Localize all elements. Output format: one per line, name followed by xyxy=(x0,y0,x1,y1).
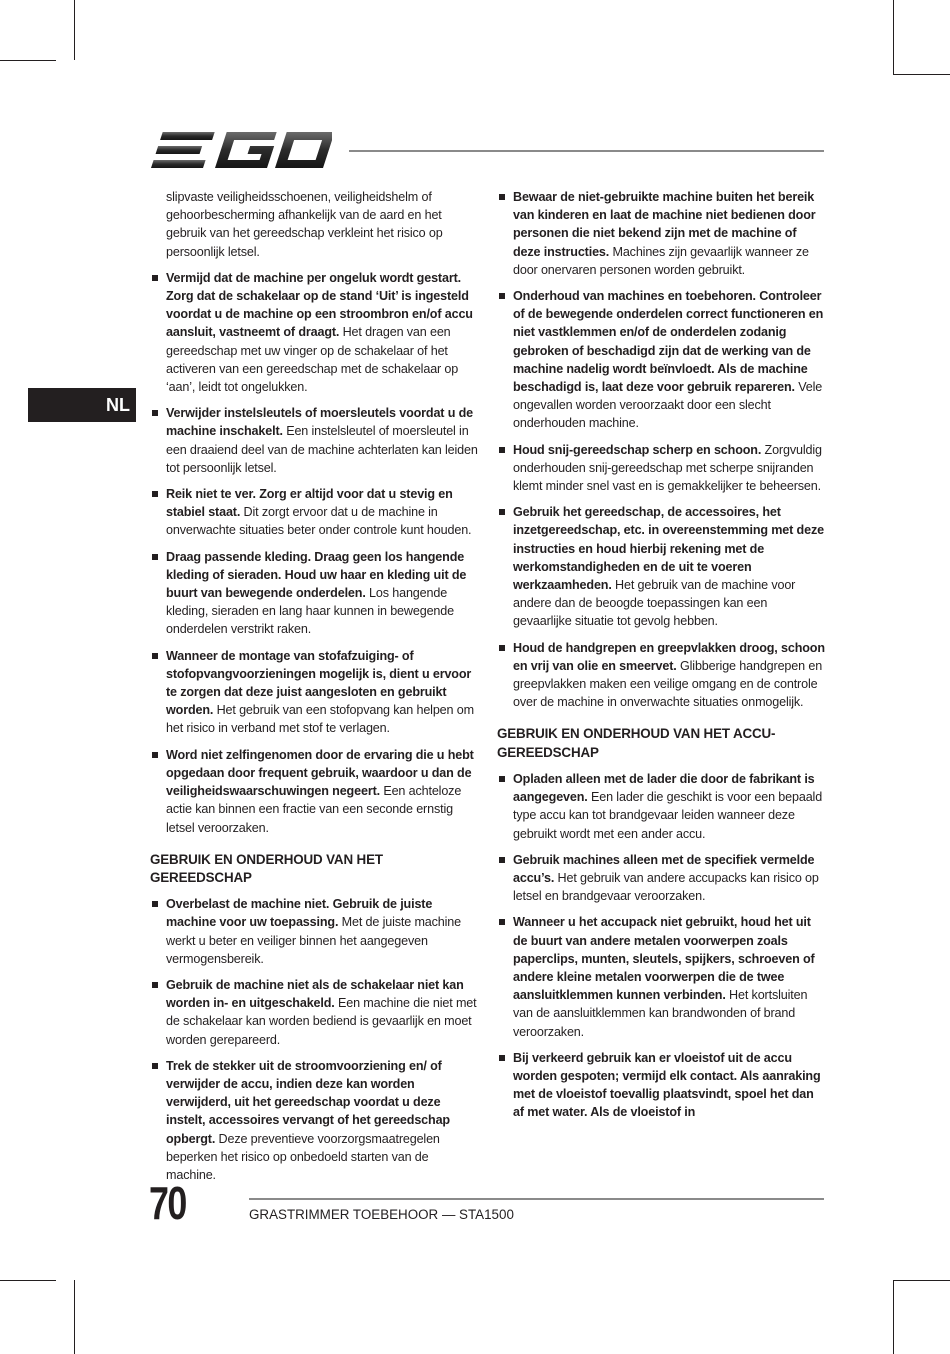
list-item xyxy=(497,441,827,496)
list-item xyxy=(150,895,478,968)
item-text: Het gebruik van andere accupacks kan risico op letsel en brandgevaar veroorzaken. xyxy=(513,870,819,904)
item-bold: Wanneer de montage van stofafzuiging- of stofopvangvoorzieningen mogelijk is, dient u ervoor te zorgen dat deze juist aangesloten en gebruikt worden. xyxy=(166,648,472,718)
item-bold: Draag passende kleding. Draag geen los hangende kleding of sieraden. Houd uw haar en kleding uit de buurt van bewegende onderdelen. xyxy=(166,549,467,601)
header-rule xyxy=(349,150,824,152)
item-text: Het dragen van een gereedschap met uw vinger op de schakelaar of het activeren van een gereedschap met de schakelaar op ‘aan’, leidt tot ongelukken. xyxy=(166,325,459,395)
footer-rule xyxy=(249,1198,824,1200)
item-text: Dit zorgt ervoor dat u de machine in onverwachte situaties beter onder controle kunt houden. xyxy=(166,505,472,538)
list-item xyxy=(497,287,827,433)
item-text: Glibberige handgrepen en greepvlakken maken een veilige omgang en de controle over de machine in onverwachte situaties onmogelijk. xyxy=(513,658,823,710)
list-item xyxy=(497,770,827,843)
item-bold: Onderhoud van machines en toebehoren. Controleer of de bewegende onderdelen correct functioneren en niet vastklemmen en/of de onderdelen zodanig gebroken of beschadigd zijn dat de werking van de machine nadelig wordt beïnvloedt. Als de machine beschadigd is, laat deze voor gebruik repareren. xyxy=(513,289,824,395)
item-text: Een achteloze actie kan binnen een fractie van een seconde ernstig letsel veroorzaken. xyxy=(166,784,462,835)
item-text: Het kortsluiten van de aansluitklemmen kan brandwonden of brand veroorzaken. xyxy=(513,988,808,1039)
item-bold: Bij verkeerd gebruik kan er vloeistof uit de accu worden gespoten; vermijd elk contact. Als aanraking met de vloeistof toevallig plaatsvindt, spoel het dan af met water. Als de vloeistof in xyxy=(513,1050,821,1120)
item-bold: Verwijder instelsleutels of moersleutels voordat u de machine inschakelt. xyxy=(166,406,473,439)
section-heading: GEBRUIK EN ONDERHOUD VAN HET GEREEDSCHAP xyxy=(150,851,383,885)
item-bold: Gebruik het gereedschap, de accessoires, het inzetgereedschap, etc. in overeenstemming met deze instructies en houd hierbij rekening met de werkomstandigheden en de uit te voeren werkzaamheden. xyxy=(513,505,824,593)
crop-mark xyxy=(893,1280,894,1354)
list-item xyxy=(150,269,478,396)
item-bold: Reik niet te ver. Zorg er altijd voor dat u stevig en stabiel staat. xyxy=(166,487,453,520)
item-bold: Gebruik de machine niet als de schakelaar niet kan worden in- en uitgeschakeld. xyxy=(166,977,464,1011)
crop-mark xyxy=(0,60,56,61)
list-item xyxy=(497,503,827,630)
ego-logo xyxy=(148,128,332,172)
crop-mark xyxy=(893,74,950,75)
right-safety-list xyxy=(497,188,827,711)
item-bold: Overbelast de machine niet. Gebruik de juiste machine voor uw toepassing. xyxy=(166,897,433,930)
item-text: Met de juiste machine werkt u beter en veiliger binnen het aangegeven vermogensbereik. xyxy=(166,915,462,966)
item-text: Zorgvuldig onderhouden snij-gereedschap met scherpe snijranden klemt minder snel vast en is gemakkelijker te beheersen. xyxy=(513,442,822,494)
list-item xyxy=(150,746,478,837)
crop-mark xyxy=(74,0,75,60)
item-text: Deze preventieve voorzorgsmaatregelen beperken het risico op onbedoeld starten van de machine. xyxy=(166,1131,440,1182)
footer-title: GRASTRIMMER TOEBEHOOR — STA1500 xyxy=(249,1207,514,1222)
item-text: Een lader die geschikt is voor een bepaald type accu kan tot brandgevaar leiden wanneer deze gebruikt wordt met een ander accu. xyxy=(513,790,823,841)
intro-continuation: slipvaste veiligheidsschoenen, veiligheidshelm of gehoorbescherming afhankelijk van de aard en het gebruik van het gereedschap verkleint het risico op persoonlijk letsel. xyxy=(166,190,443,259)
list-item xyxy=(497,851,827,906)
item-text: Machines zijn gevaarlijk wanneer ze door onervaren personen worden gebruikt. xyxy=(513,244,809,277)
right-column xyxy=(497,188,827,1130)
item-bold: Opladen alleen met de lader die door de fabrikant is aangegeven. xyxy=(513,771,815,805)
item-text: Vele ongevallen worden veroorzaakt door een slecht onderhouden machine. xyxy=(513,380,823,431)
item-text: Een instelsleutel of moersleutel in een draaiend deel van de machine achterlaten kan leiden tot persoonlijk letsel. xyxy=(166,424,478,475)
crop-mark xyxy=(0,1280,56,1281)
item-bold: Houd de handgrepen en greepvlakken droog, schoon en vrij van olie en smeervet. xyxy=(513,640,825,673)
item-text: Het gebruik van de machine voor andere dan de beoogde toepassingen kan een gevaarlijke situatie tot gevolg hebben. xyxy=(513,578,796,629)
item-bold: Wanneer u het accupack niet gebruikt, houd het uit de buurt van andere metalen voorwerpen zoals paperclips, munten, sleutels, spijkers, schroeven of andere kleine metalen voorwerpen die de twee aansluitklemmen kunnen verbinden. xyxy=(513,915,815,1003)
left-column xyxy=(150,188,478,1192)
list-item xyxy=(150,1057,478,1184)
list-item xyxy=(150,404,478,477)
item-bold: Vermijd dat de machine per ongeluk wordt gestart. Zorg dat de schakelaar op de stand ‘Uit’ is ingesteld voordat u de machine op een stroombron en/of accu aansluit, vastneemt of draagt. xyxy=(166,270,473,340)
battery-tool-list xyxy=(497,770,827,1122)
list-item xyxy=(497,913,827,1040)
crop-mark xyxy=(893,1280,950,1281)
item-text: Het gebruik van een stofopvang kan helpen om het risico in verband met stof te verlagen. xyxy=(166,703,474,736)
crop-mark xyxy=(74,1280,75,1354)
tool-use-list xyxy=(150,895,478,1184)
list-item xyxy=(150,548,478,639)
list-item xyxy=(150,485,478,540)
item-text: Los hangende kleding, sieraden en lang haar kunnen in bewegende onderdelen verstrikt raken. xyxy=(166,586,454,637)
item-text: Een machine die niet met de schakelaar kan worden bediend is gevaarlijk en moet worden gerepareerd. xyxy=(166,996,477,1047)
list-item xyxy=(497,639,827,712)
item-bold: Word niet zelfingenomen door de ervaring die u hebt opgedaan door frequent gebruik, waardoor u dan de veiligheidswaarschuwingen negeert. xyxy=(166,747,474,799)
list-item xyxy=(150,976,478,1049)
list-item xyxy=(497,188,827,279)
item-bold: Bewaar de niet-gebruikte machine buiten het bereik van kinderen en laat de machine niet bedienen door personen die niet bekend zijn met de machine of deze instructies. xyxy=(513,190,816,259)
item-bold: Houd snij-gereedschap scherp en schoon. xyxy=(513,442,762,457)
list-item xyxy=(150,647,478,738)
page-number: 70 xyxy=(149,1177,186,1229)
item-bold: Trek de stekker uit de stroomvoorziening en/ of verwijder de accu, indien deze kan worden verwijderd, uit het gereedschap voordat u deze instelt, accessoires vervangt of het gereedschap opbergt. xyxy=(166,1058,450,1146)
logo-text: EGO xyxy=(148,128,151,129)
crop-mark xyxy=(893,0,894,74)
list-item xyxy=(497,1049,827,1122)
section-heading: GEBRUIK EN ONDERHOUD VAN HET ACCU-GEREEDSCHAP xyxy=(497,726,776,760)
left-safety-list xyxy=(150,269,478,837)
item-bold: Gebruik machines alleen met de specifiek vermelde accu’s. xyxy=(513,852,815,885)
language-tab: NL xyxy=(28,388,136,422)
